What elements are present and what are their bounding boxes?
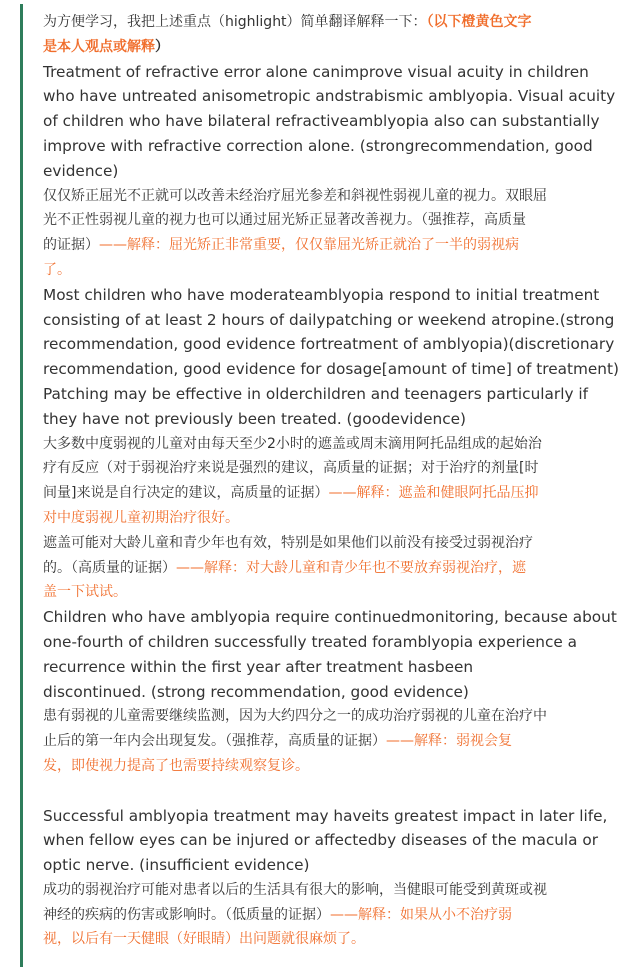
text-line <box>43 531 625 556</box>
text-line <box>43 407 625 432</box>
chinese-paragraph <box>43 184 625 283</box>
body-text: 的证据） <box>43 237 99 254</box>
text-line <box>43 853 625 878</box>
paragraph-spacer <box>43 779 625 804</box>
english-paragraph <box>43 283 625 432</box>
commentary-text: 视，以后有一天健眼（好眼睛）出问题就很麻烦了。 <box>43 931 365 948</box>
text-line <box>43 432 625 457</box>
body-text: 疗有反应（对于弱视治疗来说是强烈的建议，高质量的证据；对于治疗的剂量[时 <box>43 460 539 477</box>
text-line <box>43 605 625 630</box>
text-line <box>43 382 625 407</box>
text-line <box>43 332 625 357</box>
text-line <box>43 630 625 655</box>
body-text: discontinued. (strong recommendation, good evidence) <box>43 682 469 701</box>
text-line <box>43 10 625 35</box>
body-text: Successful amblyopia treatment may haveits greatest impact in later life, <box>43 806 608 825</box>
body-text: 仅仅矫正屈光不正就可以改善未经治疗屈光参差和斜视性弱视儿童的视力。双眼屈 <box>43 187 547 204</box>
body-text: Treatment of refractive error alone canimprove visual acuity in children <box>43 62 589 81</box>
commentary-text: 了。 <box>43 261 71 278</box>
english-paragraph <box>43 605 625 704</box>
body-text: Children who have amblyopia require continuedmonitoring, because about <box>43 608 617 627</box>
quote-accent-bar <box>20 4 23 967</box>
commentary-text: ——解释：屈光矫正非常重要，仅仅靠屈光矫正就治了一半的弱视病 <box>99 237 519 254</box>
body-text: recommendation, good evidence for dosage[amount of time] of treatment) <box>43 360 619 379</box>
text-line <box>43 208 625 233</box>
chinese-paragraph <box>43 432 625 531</box>
text-line <box>43 680 625 705</box>
body-text: they have not previously been treated. (goodevidence) <box>43 409 466 428</box>
text-line <box>43 506 625 531</box>
commentary-text: ——解释：如果从小不治疗弱 <box>330 906 512 923</box>
body-text: recurrence within the first year after treatment hasbeen <box>43 657 474 676</box>
text-line <box>43 184 625 209</box>
text-line <box>43 878 625 903</box>
body-text: Most children who have moderateamblyopia respond to initial treatment <box>43 285 600 304</box>
body-text: Patching may be effective in olderchildren and teenagers particularly if <box>43 384 588 403</box>
english-paragraph <box>43 804 625 878</box>
text-line <box>43 481 625 506</box>
text-line <box>43 159 625 184</box>
body-text: recommendation, good evidence fortreatment of amblyopia)(discretionary <box>43 335 615 354</box>
body-text: 的。（高质量的证据） <box>43 559 176 576</box>
body-text: who have untreated anisometropic andstrabismic amblyopia. Visual acuity <box>43 87 616 106</box>
body-text: 遮盖可能对大龄儿童和青少年也有效，特别是如果他们以前没有接受过弱视治疗 <box>43 534 533 551</box>
body-text: improve with refractive correction alone. (strongrecommendation, good <box>43 136 593 155</box>
text-line <box>43 84 625 109</box>
body-text: one-fourth of children successfully treated foramblyopia experience a <box>43 632 578 651</box>
commentary-text: 盖一下试试。 <box>43 584 127 601</box>
text-line <box>43 283 625 308</box>
commentary-text: （以下橙黄色文字 <box>426 14 532 30</box>
text-line <box>43 456 625 481</box>
body-text: 患有弱视的儿童需要继续监测，因为大约四分之一的成功治疗弱视的儿童在治疗中 <box>43 708 547 725</box>
commentary-text: ——解释：遮盖和健眼阿托品压抑 <box>328 485 539 502</box>
text-line <box>43 233 625 258</box>
body-text: optic nerve. (insufficient evidence) <box>43 856 310 875</box>
text-line <box>43 580 625 605</box>
body-text: consisting of at least 2 hours of dailypatching or weekend atropine.(strong <box>43 310 615 329</box>
commentary-text: 是本人观点或解释 <box>43 38 155 55</box>
text-line <box>43 828 625 853</box>
commentary-text: 发，即使视力提高了也需要持续观察复诊。 <box>43 757 309 774</box>
chinese-paragraph <box>43 878 625 952</box>
text-line <box>43 109 625 134</box>
body-text: ） <box>155 38 169 55</box>
body-text: of children who have bilateral refractiveamblyopia also can substantially <box>43 112 600 131</box>
text-line <box>43 804 625 829</box>
text-line <box>43 258 625 283</box>
text-line <box>43 60 625 85</box>
commentary-text: ——解释：弱视会复 <box>386 733 512 750</box>
chinese-paragraph <box>43 10 625 60</box>
body-text: 间量]来说是自行决定的建议，高质量的证据） <box>43 485 329 502</box>
body-text: when fellow eyes can be injured or affectedby diseases of the macula or <box>43 831 599 850</box>
body-text: 止后的第一年内会出现复发。（强推荐，高质量的证据） <box>43 733 386 750</box>
text-line <box>43 35 625 60</box>
commentary-text: 对中度弱视儿童初期治疗很好。 <box>43 509 239 526</box>
body-text: evidence) <box>43 161 119 180</box>
chinese-paragraph <box>43 704 625 778</box>
text-line <box>43 903 625 928</box>
text-line <box>43 357 625 382</box>
body-text: 成功的弱视治疗可能对患者以后的生活具有很大的影响，当健眼可能受到黄斑或视 <box>43 881 547 898</box>
chinese-paragraph <box>43 531 625 605</box>
text-line <box>43 134 625 159</box>
text-line <box>43 308 625 333</box>
commentary-text: ——解释：对大龄儿童和青少年也不要放弃弱视治疗，遮 <box>176 559 526 576</box>
text-line <box>43 704 625 729</box>
text-line <box>43 556 625 581</box>
body-text: 神经的疾病的伤害或影响时。（低质量的证据） <box>43 906 330 923</box>
text-line <box>43 655 625 680</box>
article-content <box>43 10 625 952</box>
body-text: 光不正性弱视儿童的视力也可以通过屈光矫正显著改善视力。（强推荐，高质量 <box>43 212 526 229</box>
body-text: 大多数中度弱视的儿童对由每天至少2小时的遮盖或周末滴用阿托品组成的起始治 <box>43 435 542 452</box>
text-line <box>43 729 625 754</box>
english-paragraph <box>43 60 625 184</box>
text-line <box>43 754 625 779</box>
text-line <box>43 927 625 952</box>
body-text: 为方便学习，我把上述重点（highlight）简单翻译解释一下： <box>43 14 427 30</box>
